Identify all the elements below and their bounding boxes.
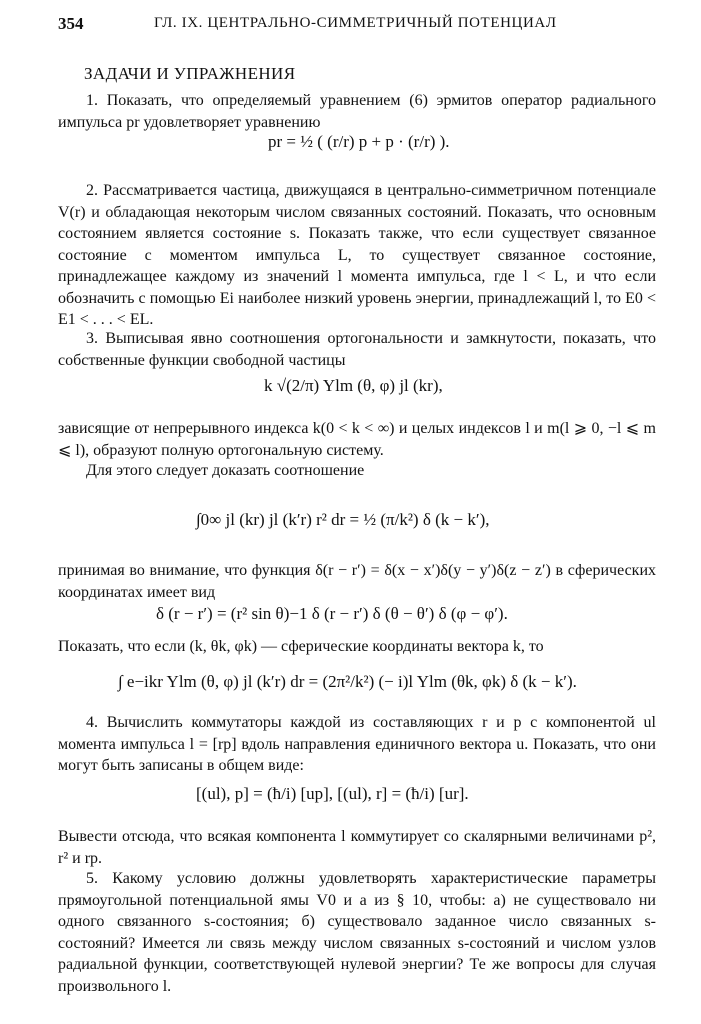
- problem-4-text: 4. Вычислить коммутаторы каждой из составляющих r и p с компонентой ul момента импульса l = [rp] вдоль направления единичного вектора u. Показать, что они могут быть записаны в общем виде:: [58, 714, 656, 774]
- section-title: ЗАДАЧИ И УПРАЖНЕНИЯ: [84, 64, 296, 83]
- problem-3-text3: Для этого следует доказать соотношение: [86, 462, 365, 479]
- page-number: 354: [58, 14, 84, 33]
- page-header: [58, 14, 646, 36]
- problem-5-text: 5. Какому условию должны удовлетворять характеристические параметры прямоугольной потенциальной ямы V0 и a из § 10, чтобы: а) не существовало ни одного связанного s-состояния; б) существовало заданное число связанных s-состояний? Имеется ли связь между числом связанных s-состояний и числом узлов радиальной функции, соответствующей нулевой энергии? Те же вопросы для случая произвольного l.: [58, 870, 656, 995]
- problem-3-text4: принимая во внимание, что функция δ(r − r′) = δ(x − x′)δ(y − y′)δ(z − z′) в сферических координатах имеет вид: [58, 562, 656, 601]
- problem-1-equation-text: pr = ½ ( (r/r) p + p · (r/r) ).: [268, 132, 450, 151]
- problem-3-text2: зависящие от непрерывного индекса k(0 < k < ∞) и целых индексов l и m(l ⩾ 0, −l ⩽ m ⩽ l), образуют полную ортогональную систему.: [58, 420, 656, 459]
- problem-1-text: 1. Показать, что определяемый уравнением (6) эрмитов оператор радиального импульса pr удовлетворяет уравнению: [58, 92, 656, 131]
- problem-1-equation: [268, 132, 450, 152]
- problem-4-equation: [(ul), p] = (ħ/i) [up], [(ul), r] = (ħ/i) [ur].: [196, 784, 469, 803]
- running-title: ГЛ. IX. ЦЕНТРАЛЬНО-СИММЕТРИЧНЫЙ ПОТЕНЦИАЛ: [154, 15, 557, 31]
- problem-3-eq3: δ (r − r′) = (r² sin θ)−1 δ (r − r′) δ (θ − θ′) δ (φ − φ′).: [156, 604, 508, 623]
- problem-3-text5: Показать, что если (k, θk, φk) — сферические координаты вектора k, то: [58, 638, 544, 655]
- problem-3-eq4: ∫ e−ikr Ylm (θ, φ) jl (k′r) dr = (2π²/k²) (− i)l Ylm (θk, φk) δ (k − k′).: [118, 672, 577, 691]
- problem-3-text: 3. Выписывая явно соотношения ортогональности и замкнутости, показать, что собственные функции свободной частицы: [58, 330, 656, 369]
- problem-2-text: 2. Рассматривается частица, движущаяся в центрально-симметричном потенциале V(r) и обладающая некоторым числом связанных состояний. Показать, что основным состоянием является состояние s. Показать также, что если существует связанное состояние с моментом импульса L, то существует связанное состояние, принадлежащее каждому из значений l момента импульса, где l < L, и что если обозначить с помощью Ei наиболее низкий уровень энергии, принадлежащий l, то E0 < E1 < . . . < EL.: [58, 182, 656, 328]
- problem-3-eq1: k √(2/π) Ylm (θ, φ) jl (kr),: [264, 376, 443, 395]
- problem-3-eq2: ∫0∞ jl (kr) jl (k′r) r² dr = ½ (π/k²) δ (k − k′),: [196, 510, 490, 529]
- problem-4-text2: Вывести отсюда, что всякая компонента l коммутирует со скалярными величинами p², r² и rp.: [58, 828, 656, 867]
